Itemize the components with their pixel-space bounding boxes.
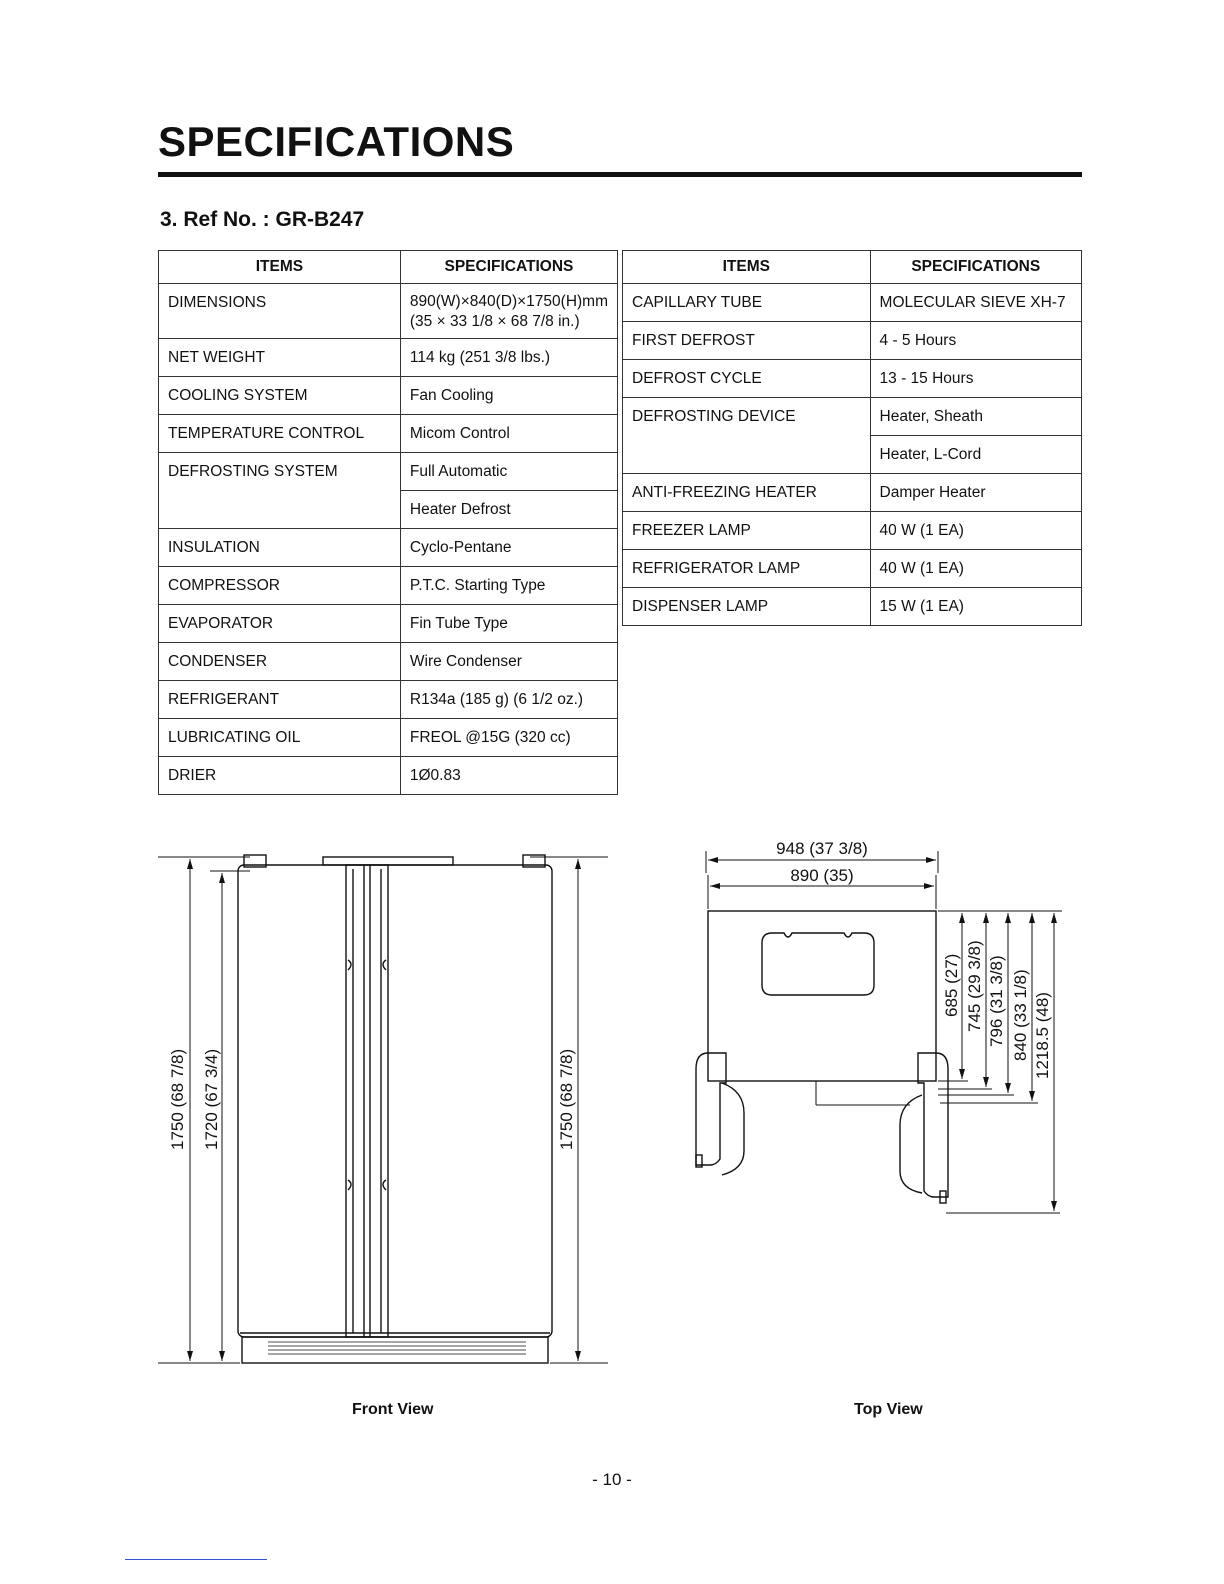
spec-cell: 40 W (1 EA) xyxy=(870,512,1081,550)
item-cell: DRIER xyxy=(159,757,401,795)
item-cell: CAPILLARY TUBE xyxy=(623,284,871,322)
spec-cell: Micom Control xyxy=(400,415,617,453)
spec-table-right xyxy=(622,250,1082,626)
item-cell: COMPRESSOR xyxy=(159,567,401,605)
page-number: - 10 - xyxy=(592,1470,632,1489)
spec-line: (35 × 33 1/8 × 68 7/8 in.) xyxy=(409,313,580,330)
top-view-drawing xyxy=(690,835,1070,1225)
spec-cell: 15 W (1 EA) xyxy=(870,588,1081,626)
column-header: SPECIFICATIONS xyxy=(400,251,617,284)
table-row xyxy=(623,588,1082,626)
item-cell: TEMPERATURE CONTROL xyxy=(159,415,401,453)
item-cell: FREEZER LAMP xyxy=(623,512,871,550)
column-header: ITEMS xyxy=(623,251,871,284)
spec-cell: MOLECULAR SIEVE XH-7 xyxy=(870,284,1081,322)
item-cell: DEFROST CYCLE xyxy=(623,360,871,398)
column-header: SPECIFICATIONS xyxy=(870,251,1081,284)
spec-cell: 1Ø0.83 xyxy=(400,757,617,795)
spec-cell: Cyclo-Pentane xyxy=(400,529,617,567)
table-row xyxy=(623,284,1082,322)
dim-depth-685: 685 (27) xyxy=(942,953,961,1017)
dim-height-outer-left: 1750 (68 7/8) xyxy=(168,1048,187,1150)
spec-cell: FREOL @15G (320 cc) xyxy=(400,719,617,757)
dim-depth-796: 796 (31 3/8) xyxy=(987,955,1006,1047)
dim-height-right: 1750 (68 7/8) xyxy=(557,1048,576,1150)
table-row xyxy=(159,719,618,757)
table-row xyxy=(623,398,1082,436)
table-row xyxy=(159,529,618,567)
spec-cell: Full Automatic xyxy=(400,453,617,491)
spec-cell: Wire Condenser xyxy=(400,643,617,681)
spec-cell: 13 - 15 Hours xyxy=(870,360,1081,398)
table-row xyxy=(623,550,1082,588)
spec-cell: Heater Defrost xyxy=(400,491,617,529)
item-cell: ANTI-FREEZING HEATER xyxy=(623,474,871,512)
item-cell: REFRIGERANT xyxy=(159,681,401,719)
item-cell: INSULATION xyxy=(159,529,401,567)
spec-cell: Fin Tube Type xyxy=(400,605,617,643)
spec-line: 890(W)×840(D)×1750(H)mm xyxy=(409,293,608,310)
item-cell: LUBRICATING OIL xyxy=(159,719,401,757)
item-cell: DISPENSER LAMP xyxy=(623,588,871,626)
table-row xyxy=(159,643,618,681)
table-row xyxy=(623,474,1082,512)
item-cell: DEFROSTING SYSTEM xyxy=(159,453,401,529)
spec-table-left xyxy=(158,250,618,795)
table-row xyxy=(159,567,618,605)
footer-link-rule xyxy=(125,1559,267,1560)
table-header-row xyxy=(623,251,1082,284)
table-row xyxy=(159,377,618,415)
table-row xyxy=(159,284,618,339)
table-row xyxy=(159,339,618,377)
spec-cell: 4 - 5 Hours xyxy=(870,322,1081,360)
item-cell: DIMENSIONS xyxy=(159,284,401,339)
table-row xyxy=(623,512,1082,550)
table-header-row xyxy=(159,251,618,284)
page-title: SPECIFICATIONS xyxy=(158,118,515,165)
spec-cell: Damper Heater xyxy=(870,474,1081,512)
table-row xyxy=(623,360,1082,398)
spec-cell: Heater, Sheath xyxy=(870,398,1081,436)
spec-cell: 40 W (1 EA) xyxy=(870,550,1081,588)
dim-depth-745: 745 (29 3/8) xyxy=(965,940,984,1032)
spec-cell: Heater, L-Cord xyxy=(870,436,1081,474)
top-view-caption: Top View xyxy=(854,1401,923,1418)
item-cell: DEFROSTING DEVICE xyxy=(623,398,871,474)
table-row xyxy=(159,415,618,453)
table-row xyxy=(159,453,618,491)
spec-cell: 114 kg (251 3/8 lbs.) xyxy=(400,339,617,377)
item-cell: EVAPORATOR xyxy=(159,605,401,643)
dim-height-inner-left: 1720 (67 3/4) xyxy=(202,1048,221,1150)
spec-cell xyxy=(400,284,617,339)
front-view-caption: Front View xyxy=(352,1401,434,1418)
spec-cell: R134a (185 g) (6 1/2 oz.) xyxy=(400,681,617,719)
dim-width-inner: 890 (35) xyxy=(790,866,854,885)
spec-cell: P.T.C. Starting Type xyxy=(400,567,617,605)
table-row xyxy=(159,757,618,795)
section-title: 3. Ref No. : GR-B247 xyxy=(160,208,365,231)
dim-depth-840: 840 (33 1/8) xyxy=(1011,969,1030,1061)
table-row xyxy=(159,681,618,719)
table-row xyxy=(623,322,1082,360)
item-cell: FIRST DEFROST xyxy=(623,322,871,360)
item-cell: REFRIGERATOR LAMP xyxy=(623,550,871,588)
item-cell: CONDENSER xyxy=(159,643,401,681)
item-cell: COOLING SYSTEM xyxy=(159,377,401,415)
title-rule xyxy=(158,172,1082,177)
dim-width-outer: 948 (37 3/8) xyxy=(776,839,868,858)
front-view-drawing xyxy=(150,845,620,1375)
item-cell: NET WEIGHT xyxy=(159,339,401,377)
spec-cell: Fan Cooling xyxy=(400,377,617,415)
table-row xyxy=(159,605,618,643)
column-header: ITEMS xyxy=(159,251,401,284)
dim-depth-1218: 1218.5 (48) xyxy=(1033,992,1052,1079)
